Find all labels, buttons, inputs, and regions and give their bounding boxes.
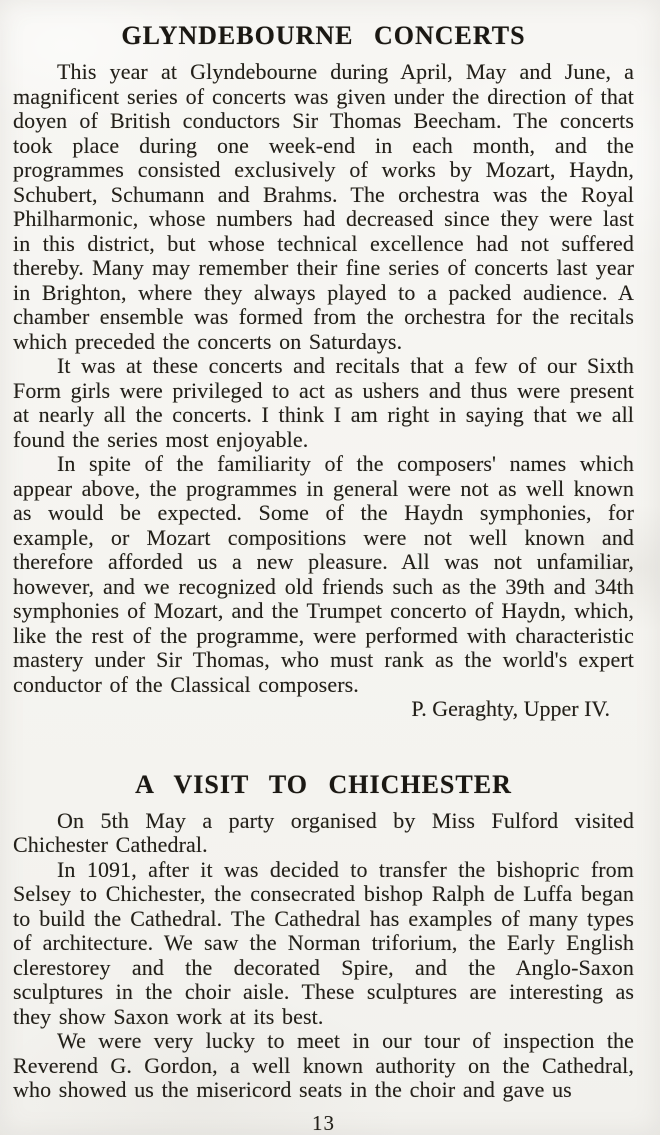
article-title: A VISIT TO CHICHESTER <box>135 769 512 799</box>
article-glyndebourne-concerts <box>13 21 634 722</box>
paragraph: We were very lucky to meet in our tour of inspection the Reverend G. Gordon, a well known authority on the Cathedral, who showed us the misericord seats in the choir and gave us <box>13 1028 634 1103</box>
paragraph: On 5th May a party organised by Miss Fulford visited Chichester Cathedral. <box>13 807 634 858</box>
article-visit-to-chichester <box>13 770 634 1103</box>
paragraph: This year at Glyndebourne during April, May and June, a magnificent series of concerts was given under the direction of that doyen of British conductors Sir Thomas Beecham. The concerts took place during one week-end in each month, and the programmes consisted exclusively of works by Mozart, Haydn, Schubert, Schumann and Brahms. The orchestra was the Royal Philharmonic, whose numbers had decreased since they were last in this district, but whose technical excellence had not suffered thereby. Many may remember their fine series of concerts last year in Brighton, where they always played to a packed audience. A chamber ensemble was formed from the orchestra for the recitals which preceded the concerts on Saturdays. <box>13 59 634 354</box>
byline: P. Geraghty, Upper IV. <box>411 696 610 722</box>
paragraph: In spite of the familiarity of the composers' names which appear above, the programmes in general were not as well known as would be expected. Some of the Haydn symphonies, for example, or Mozart compositions were not well known and therefore afforded us a new pleasure. All was not unfamiliar, however, and we recognized old friends such as the 39th and 34th symphonies of Mozart, and the Trumpet concerto of Haydn, which, like the rest of the programme, were performed with characteristic mastery under Sir Thomas, who must rank as the world's expert conductor of the Classical composers. <box>13 451 634 697</box>
article-title: GLYNDEBOURNE CONCERTS <box>121 21 526 50</box>
page-number: 13 <box>312 1110 335 1135</box>
paragraph: It was at these concerts and recitals that a few of our Sixth Form girls were privileged to act as ushers and thus were present at nearly all the concerts. I think I am right in saying that we all found the series most enjoyable. <box>13 353 634 452</box>
paragraph: In 1091, after it was decided to transfer the bishopric from Selsey to Chichester, the consecrated bishop Ralph de Luffa began to build the Cathedral. The Cathedral has examples of many types of architecture. We saw the Norman triforium, the Early English clerestorey and the decorated Spire, and the Anglo-Saxon sculptures in the choir aisle. These sculptures are interesting as they show Saxon work at its best. <box>13 856 634 1029</box>
